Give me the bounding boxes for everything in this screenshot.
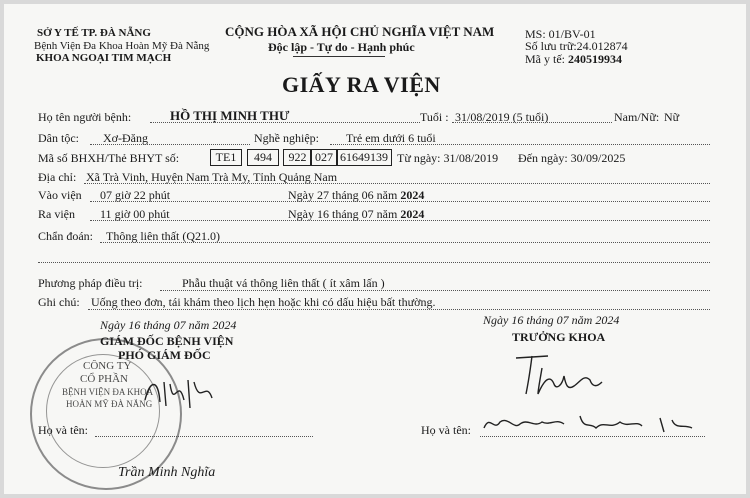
discharge-day-label: Ngày bbox=[288, 207, 314, 221]
left-sign-title: GIÁM ĐỐC BỆNH VIỆN bbox=[100, 334, 234, 348]
left-sign-date: Ngày 16 tháng 07 năm 2024 bbox=[100, 318, 237, 332]
discharge-year-label: năm bbox=[376, 207, 398, 221]
treatment-label: Phương pháp điều trị: bbox=[38, 276, 143, 290]
medical-id-value: 240519934 bbox=[568, 52, 622, 66]
admission-hour: 07 bbox=[100, 188, 112, 202]
dotted-line bbox=[90, 201, 710, 202]
dotted-line bbox=[100, 242, 710, 243]
discharge-minute-unit: phút bbox=[148, 207, 170, 221]
valid-to bbox=[518, 151, 625, 166]
right-sign-title: TRƯỞNG KHOA bbox=[512, 330, 606, 344]
admission-day-label: Ngày bbox=[288, 188, 314, 202]
discharge-month-label: tháng bbox=[332, 207, 359, 221]
insurance-label: Mã số BHXH/Thẻ BHYT số: bbox=[38, 151, 180, 165]
director-printed-name: Trần Minh Nghĩa bbox=[118, 465, 216, 480]
insurance-box-2: 494 bbox=[247, 149, 279, 166]
ethnicity-value: Xơ-Đăng bbox=[103, 131, 148, 145]
dotted-line bbox=[150, 122, 420, 123]
note-value: Uống theo đơn, tái khám theo lịch hẹn hoặc khi có dấu hiệu bất thường. bbox=[91, 295, 436, 309]
motto-underline bbox=[293, 56, 385, 57]
patient-name: HỒ THỊ MINH THƯ bbox=[170, 108, 290, 123]
insurance-box-4: 027 bbox=[310, 149, 338, 166]
gender-label: Nam/Nữ: bbox=[614, 110, 660, 124]
medical-id-label: Mã y tế: bbox=[525, 52, 565, 66]
hospital-name: Bệnh Viện Đa Khoa Hoàn Mỹ Đà Nẵng bbox=[34, 40, 210, 52]
admission-year-label: năm bbox=[376, 188, 398, 202]
insurance-box-5: 61649139 bbox=[336, 149, 392, 166]
job-label: Nghề nghiệp: bbox=[254, 131, 319, 145]
left-name-label: Họ và tên: bbox=[38, 423, 88, 437]
director-signature bbox=[140, 370, 220, 415]
dotted-line bbox=[160, 290, 710, 291]
head-of-department-signature bbox=[510, 350, 610, 400]
right-name-label: Họ và tên: bbox=[421, 423, 471, 437]
admission-minute-unit: phút bbox=[148, 188, 171, 202]
treatment-value: Phẫu thuật vá thông liên thất ( ít xâm lấn ) bbox=[182, 276, 385, 290]
discharge-month: 07 bbox=[361, 207, 374, 221]
age-value: 31/08/2019 (5 tuổi) bbox=[455, 110, 549, 124]
address-label: Địa chỉ: bbox=[38, 170, 77, 184]
dotted-line bbox=[95, 436, 313, 437]
left-sign-subtitle: PHÓ GIÁM ĐỐC bbox=[118, 348, 211, 362]
insurance-box-3: 922 bbox=[283, 149, 312, 166]
discharge-day: 16 bbox=[317, 207, 329, 221]
ethnicity-label: Dân tộc: bbox=[38, 131, 79, 145]
health-department: SỞ Y TẾ TP. ĐÀ NẴNG bbox=[37, 27, 151, 39]
dotted-line bbox=[330, 144, 710, 145]
valid-from-value: 31/08/2019 bbox=[443, 151, 499, 165]
admission-month-label: tháng bbox=[332, 188, 359, 202]
discharge-label: Ra viện bbox=[38, 207, 75, 221]
diagnosis-label: Chẩn đoán: bbox=[38, 229, 93, 243]
admission-day: 27 bbox=[317, 188, 329, 202]
discharge-hour-unit: giờ bbox=[114, 207, 131, 221]
admission-year: 2024 bbox=[400, 188, 425, 202]
dotted-line bbox=[88, 309, 710, 310]
discharge-year: 2024 bbox=[400, 207, 425, 221]
republic-heading: CỘNG HÒA XÃ HỘI CHỦ NGHĨA VIỆT NAM bbox=[225, 24, 495, 39]
dotted-line bbox=[38, 262, 710, 263]
note-label: Ghi chú: bbox=[38, 295, 80, 309]
right-sign-date: Ngày 16 tháng 07 năm 2024 bbox=[483, 313, 620, 327]
valid-from-label: Từ ngày: bbox=[397, 151, 441, 165]
valid-from bbox=[397, 151, 498, 166]
age-label: Tuổi : bbox=[420, 110, 449, 124]
patient-name-label: Họ tên người bệnh: bbox=[38, 110, 132, 124]
dotted-line bbox=[452, 122, 612, 123]
stamp-line-3: BỆNH VIỆN ĐA KHOA bbox=[62, 387, 154, 397]
stamp-line-2: CỔ PHẦN bbox=[80, 373, 128, 385]
admission-hour-unit: giờ bbox=[115, 188, 131, 202]
discharge-minute: 00 bbox=[133, 207, 146, 221]
document-title: GIẤY RA VIỆN bbox=[282, 72, 441, 97]
medical-id bbox=[525, 52, 622, 67]
admission-label: Vào viện bbox=[38, 188, 82, 202]
valid-to-label: Đến ngày: bbox=[518, 151, 568, 165]
address-value: Xã Trà Vinh, Huyện Nam Trà My, Tỉnh Quảng Nam bbox=[86, 170, 338, 184]
dotted-line bbox=[90, 220, 710, 221]
stamp-line-4: HOÀN MỸ ĐÀ NẴNG bbox=[66, 399, 153, 409]
admission-minute: 22 bbox=[133, 188, 146, 202]
diagnosis-value: Thông liên thất (Q21.0) bbox=[106, 229, 220, 243]
dotted-line bbox=[90, 144, 250, 145]
job-value: Trẻ em dưới 6 tuổi bbox=[346, 131, 436, 145]
gender-value: Nữ bbox=[664, 110, 680, 124]
form-code: MS: 01/BV-01 bbox=[525, 27, 596, 41]
head-of-department-handwritten-name bbox=[480, 408, 700, 438]
stamp-line-1: CÔNG TY bbox=[83, 360, 132, 372]
discharge-hour: 11 bbox=[100, 207, 112, 221]
motto: Độc lập - Tự do - Hạnh phúc bbox=[268, 40, 415, 54]
dotted-line bbox=[84, 183, 710, 184]
department-name: KHOA NGOẠI TIM MẠCH bbox=[36, 52, 172, 64]
admission-month: 06 bbox=[361, 188, 374, 202]
valid-to-value: 30/09/2025 bbox=[570, 151, 626, 165]
archive-number: Số lưu trữ:24.012874 bbox=[525, 39, 628, 53]
insurance-box-1: TE1 bbox=[210, 149, 242, 166]
